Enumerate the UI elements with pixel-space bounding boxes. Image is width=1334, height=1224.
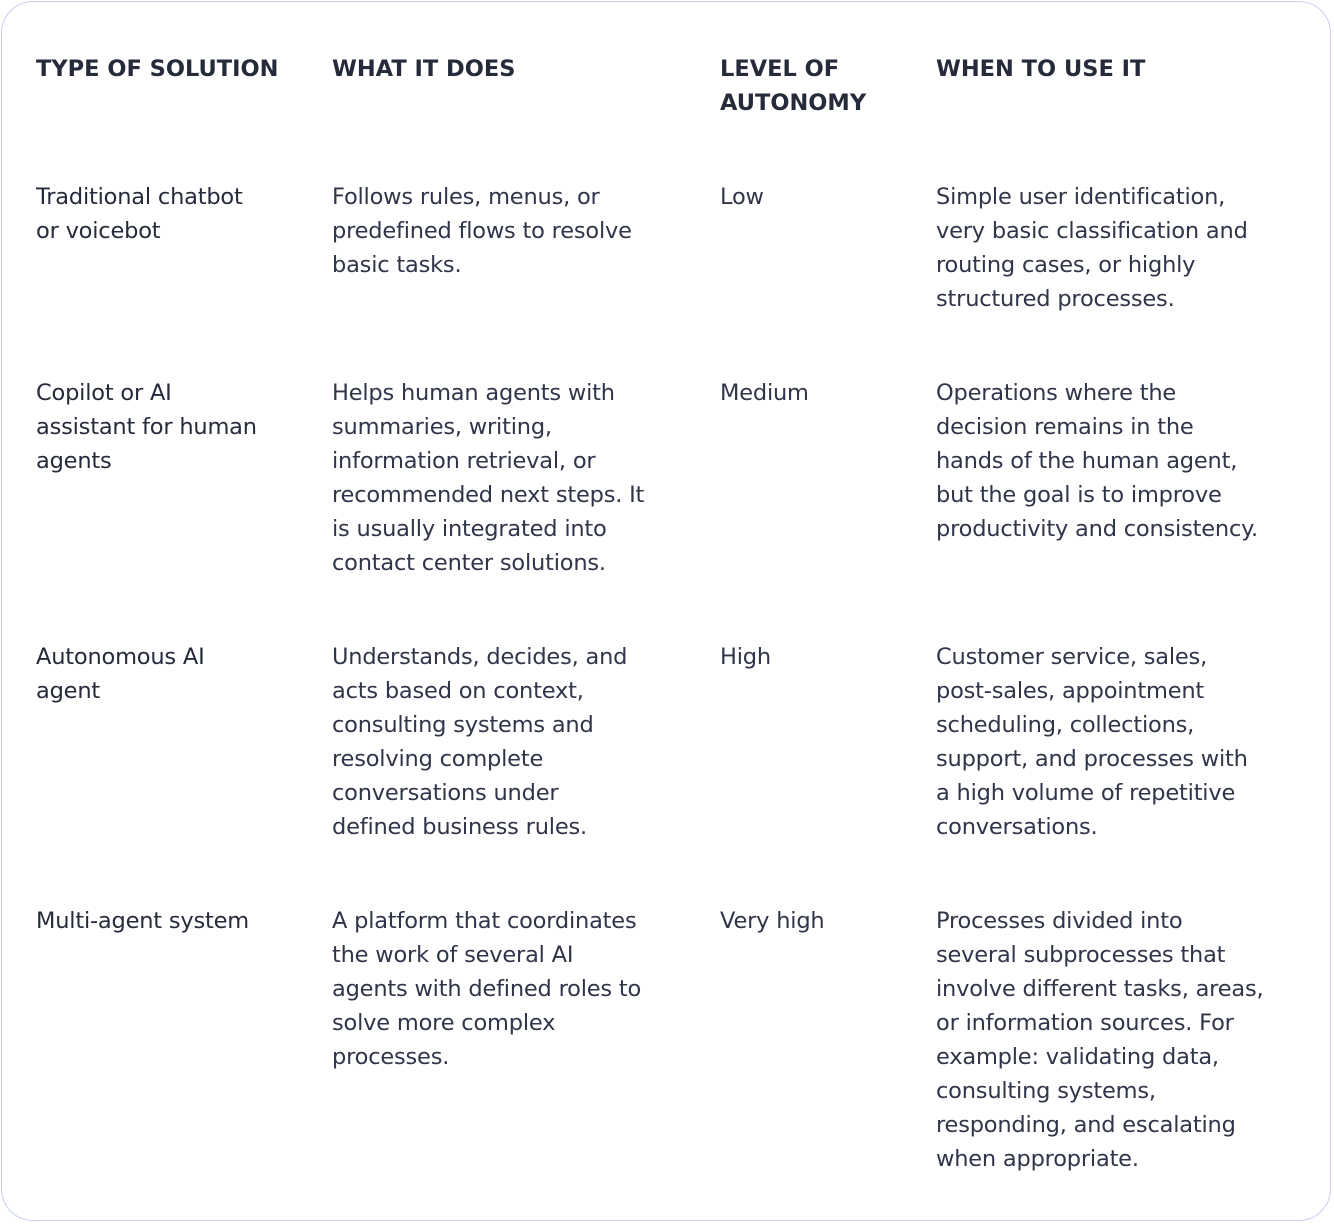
row-copilot-type: Copilot or AI assistant for human agents	[36, 380, 257, 474]
row-copilot-when: Operations where the decision remains in the hands of the human agent, but the goal is to improve productivity and consistency.	[936, 380, 1258, 542]
row-traditional-chatbot-level: Low	[720, 184, 764, 210]
header-what-it-does: WHAT IT DOES	[332, 56, 516, 82]
row-traditional-chatbot-what: Follows rules, menus, or predefined flows to resolve basic tasks.	[332, 184, 632, 278]
row-autonomous-agent-level: High	[720, 644, 771, 670]
comparison-table-card	[1, 1, 1331, 1221]
row-copilot-what: Helps human agents with summaries, writing, information retrieval, or recommended next steps. It is usually integrated into contact center solutions.	[332, 380, 645, 576]
row-multi-agent-type: Multi-agent system	[36, 908, 250, 934]
row-autonomous-agent-type: Autonomous AI agent	[36, 644, 205, 704]
row-multi-agent-when: Processes divided into several subprocesses that involve different tasks, areas, or information sources. For example: validating data, consulting systems, responding, and escalating when appropriate.	[936, 908, 1264, 1172]
row-autonomous-agent-what: Understands, decides, and acts based on context, consulting systems and resolving complete conversations under defined business rules.	[332, 644, 628, 840]
row-traditional-chatbot-type: Traditional chatbot or voicebot	[36, 184, 243, 244]
row-traditional-chatbot-when: Simple user identification, very basic classification and routing cases, or highly structured processes.	[936, 184, 1248, 312]
header-level-of-autonomy: LEVEL OF AUTONOMY	[720, 56, 867, 116]
header-when-to-use-it: WHEN TO USE IT	[936, 56, 1146, 82]
row-multi-agent-level: Very high	[720, 908, 825, 934]
row-multi-agent-what: A platform that coordinates the work of several AI agents with defined roles to solve more complex processes.	[332, 908, 642, 1070]
row-copilot-level: Medium	[720, 380, 809, 406]
row-autonomous-agent-when: Customer service, sales, post-sales, appointment scheduling, collections, support, and processes with a high volume of repetitive conversations.	[936, 644, 1248, 840]
header-type-of-solution: TYPE OF SOLUTION	[36, 56, 279, 82]
